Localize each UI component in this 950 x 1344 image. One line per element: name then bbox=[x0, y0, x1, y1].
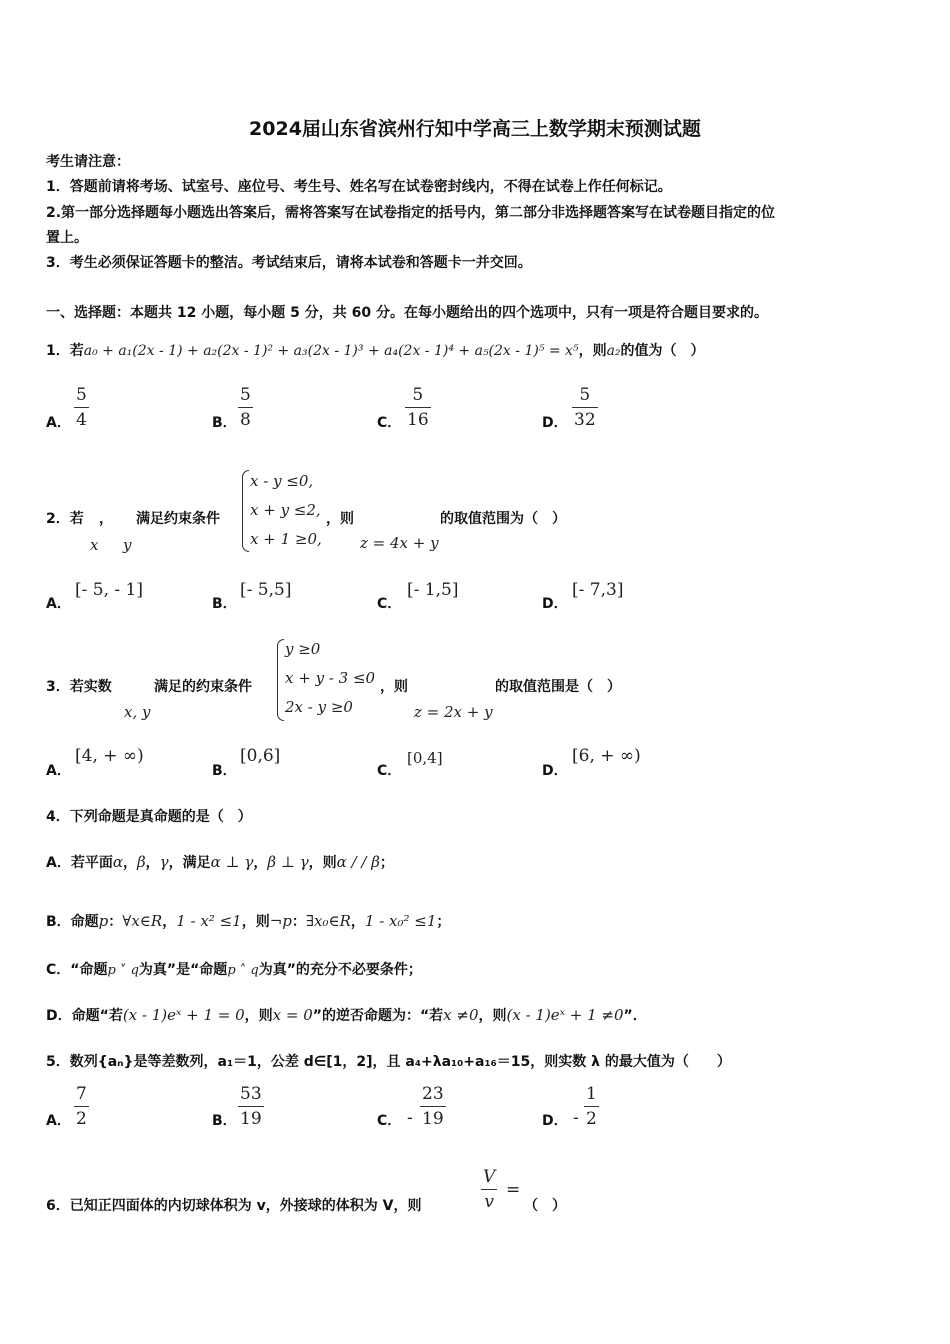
q5-option-c-fraction[interactable]: 23 19 bbox=[422, 1084, 444, 1129]
notice-item: 1．答题前请将考场、试室号、座位号、考生号、姓名写在试卷密封线内，不得在试卷上作任何标记。 bbox=[46, 179, 672, 195]
q1-expression: a₀ + a₁(2x - 1) + a₂(2x - 1)² + a₃(2x - 1)³ + a₄(2x - 1)⁴ + a₅(2x - 1)⁵ = x⁵ bbox=[83, 343, 579, 359]
q4-stem: 4．下列命题是真命题的是（ ） bbox=[46, 809, 252, 825]
q1-option-b-fraction[interactable]: 5 8 bbox=[240, 385, 251, 430]
q1-option-d-fraction[interactable]: 5 32 bbox=[574, 385, 596, 430]
q3-option-d-interval[interactable]: [6, + ∞) bbox=[572, 746, 641, 766]
q3-system-brace bbox=[277, 639, 284, 721]
q3-option-c-label[interactable]: C． bbox=[377, 763, 402, 779]
q1-option-a-label[interactable]: A． bbox=[46, 415, 71, 431]
q5-option-d-fraction[interactable]: 1 2 bbox=[586, 1084, 597, 1129]
q3-objective: z = 2x + y bbox=[414, 703, 493, 721]
q3-condition-label: 满足的约束条件 bbox=[154, 679, 252, 695]
q3-number: 3．若实数 bbox=[46, 679, 112, 695]
q5-stem: 5．数列{aₙ}是等差数列，a₁＝1，公差 d∈[1，2]，且 a₄+λa₁₀+a₁₆＝15，则实数 λ 的最大值为（ ） bbox=[46, 1054, 731, 1070]
q2-var-x: x bbox=[90, 536, 99, 554]
q4-option-b[interactable]: B．命题p：∀x∈R，1 - x² ≤1，则¬p：∃x₀∈R，1 - x₀² ≤1； bbox=[46, 912, 451, 930]
q2-constraint: x - y ≤0, bbox=[250, 472, 314, 490]
q2-option-d-label[interactable]: D． bbox=[542, 596, 568, 612]
q3-vars: x, y bbox=[124, 703, 151, 721]
q3-tail: 的取值范围是（ ） bbox=[495, 679, 621, 695]
section-heading: 一、选择题：本题共 12 小题，每小题 5 分，共 60 分。在每小题给出的四个选项中，只有一项是符合题目要求的。 bbox=[46, 305, 768, 321]
q2-separator: ， bbox=[99, 511, 113, 527]
q2-tail: 的取值范围为（ ） bbox=[440, 511, 566, 527]
q2-option-a-label[interactable]: A． bbox=[46, 596, 71, 612]
q2-option-a-interval[interactable]: [- 5, - 1] bbox=[75, 580, 143, 600]
q5-option-d-sign[interactable]: - bbox=[573, 1108, 579, 1128]
q5-option-d-label[interactable]: D． bbox=[542, 1113, 568, 1129]
q5-option-b-fraction[interactable]: 53 19 bbox=[240, 1084, 262, 1129]
q4-option-d[interactable]: D．命题“若(x - 1)eˣ + 1 = 0，则x = 0”的逆否命题为：“若x ≠0，则(x - 1)eˣ + 1 ≠0”． bbox=[46, 1006, 647, 1024]
q4-option-c[interactable]: C．“命题p ˅ q为真”是“命题p ˄ q为真”的充分不必要条件； bbox=[46, 962, 422, 978]
q2-var-y: y bbox=[123, 536, 132, 554]
notice-heading: 考生请注意： bbox=[46, 154, 130, 170]
q2-constraint: x + y ≤2, bbox=[250, 501, 321, 519]
q3-constraint: 2x - y ≥0 bbox=[285, 698, 353, 716]
q1-variable: a₂ bbox=[606, 343, 621, 359]
q1-option-d-label[interactable]: D． bbox=[542, 415, 568, 431]
q1-option-c-fraction[interactable]: 5 16 bbox=[407, 385, 429, 430]
q3-option-a-label[interactable]: A． bbox=[46, 763, 71, 779]
q3-option-a-interval[interactable]: [4, + ∞) bbox=[75, 746, 144, 766]
q6-fraction: V v bbox=[483, 1167, 496, 1212]
q2-constraint: x + 1 ≥0, bbox=[250, 530, 322, 548]
q6-tail: （ ） bbox=[524, 1198, 566, 1214]
q1-option-b-label[interactable]: B． bbox=[212, 415, 237, 431]
q5-option-c-label[interactable]: C． bbox=[377, 1113, 402, 1129]
q1-stem: 1．若a₀ + a₁(2x - 1) + a₂(2x - 1)² + a₃(2x - 1)³ + a₄(2x - 1)⁴ + a₅(2x - 1)⁵ = x⁵，则a₂的值为（ ） bbox=[46, 343, 705, 359]
q2-objective: z = 4x + y bbox=[360, 534, 439, 552]
notice-item: 置上。 bbox=[46, 230, 88, 246]
q3-option-d-label[interactable]: D． bbox=[542, 763, 568, 779]
q2-then: ，则 bbox=[326, 511, 354, 527]
q4-option-a[interactable]: A．若平面α，β，γ，满足α ⊥ γ，β ⊥ γ，则α / / β； bbox=[46, 853, 394, 871]
q2-option-c-label[interactable]: C． bbox=[377, 596, 402, 612]
q2-condition-label: 满足约束条件 bbox=[136, 511, 220, 527]
q2-option-b-label[interactable]: B． bbox=[212, 596, 237, 612]
page-title: 2024届山东省滨州行知中学高三上数学期末预测试题 bbox=[249, 118, 701, 140]
q2-option-b-interval[interactable]: [- 5,5] bbox=[240, 580, 292, 600]
q2-number: 2．若 bbox=[46, 511, 84, 527]
q1-option-c-label[interactable]: C． bbox=[377, 415, 402, 431]
q3-option-b-label[interactable]: B． bbox=[212, 763, 237, 779]
q5-option-a-label[interactable]: A． bbox=[46, 1113, 71, 1129]
q2-system-brace bbox=[242, 470, 249, 552]
q2-option-c-interval[interactable]: [- 1,5] bbox=[407, 580, 459, 600]
q3-option-c-interval[interactable]: [0,4] bbox=[407, 749, 443, 767]
q3-constraint: y ≥0 bbox=[285, 640, 321, 658]
q1-number: 1．若 bbox=[46, 343, 84, 359]
q1-option-a-fraction[interactable]: 5 4 bbox=[76, 385, 87, 430]
q6-equals: = bbox=[506, 1180, 521, 1200]
q5-option-c-sign[interactable]: - bbox=[407, 1108, 413, 1128]
q5-option-a-fraction[interactable]: 7 2 bbox=[76, 1084, 87, 1129]
q3-option-b-interval[interactable]: [0,6] bbox=[240, 746, 281, 766]
q3-constraint: x + y - 3 ≤0 bbox=[285, 669, 376, 687]
q5-option-b-label[interactable]: B． bbox=[212, 1113, 237, 1129]
notice-item: 3．考生必须保证答题卡的整洁。考试结束后，请将本试卷和答题卡一并交回。 bbox=[46, 255, 532, 271]
q3-then: ，则 bbox=[380, 679, 408, 695]
q6-stem: 6．已知正四面体的内切球体积为 v，外接球的体积为 V，则 bbox=[46, 1198, 422, 1214]
notice-item: 2.第一部分选择题每小题选出答案后，需将答案写在试卷指定的括号内，第二部分非选择题答案写在试卷题目指定的位 bbox=[46, 205, 776, 221]
q2-option-d-interval[interactable]: [- 7,3] bbox=[572, 580, 624, 600]
